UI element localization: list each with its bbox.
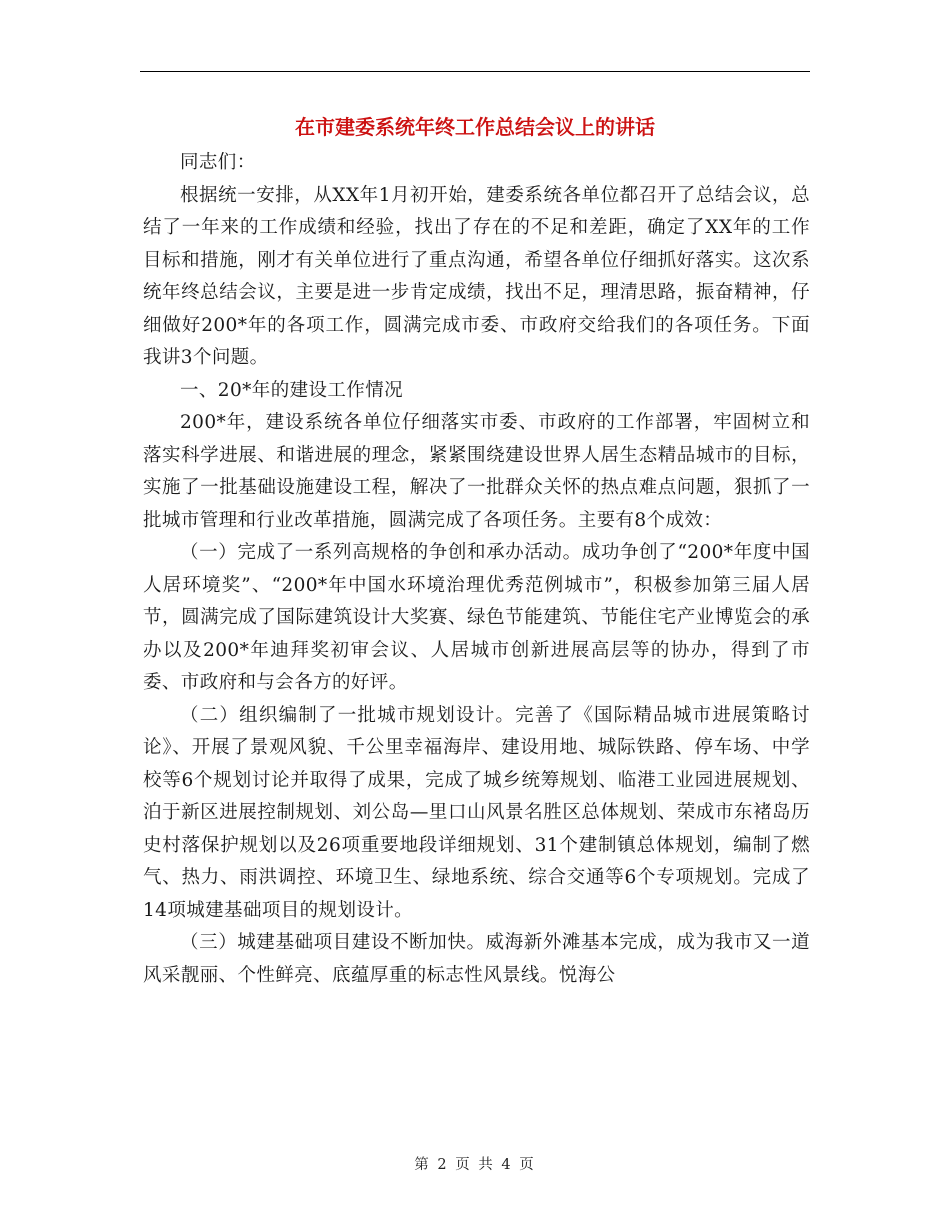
paragraph-item-2: （二）组织编制了一批城市规划设计。完善了《国际精品城市进展策略讨论》、开展了景观风貌、千公里幸福海岸、建设用地、城际铁路、停车场、中学校等6个规划讨论并取得了成果，完成了城乡统筹规划、临港工业园进展规划、泊于新区进展控制规划、刘公岛—里口山风景名胜区总体规划、荣成市东褚岛历史村落保护规划以及26项重要地段详细规划、31个建制镇总体规划，编制了燃气、热力、雨洪调控、环境卫生、绿地系统、综合交通等6个专项规划。完成了14项城建基础项目的规划设计。 xyxy=(143,704,810,921)
salutation: 同志们： xyxy=(180,152,256,173)
page-number: 第 2 页 共 4 页 xyxy=(414,1157,536,1173)
paragraph-overview: 200*年，建设系统各单位仔细落实市委、市政府的工作部署，牢固树立和落实科学进展、和谐进展的理念，紧紧围绕建设世界人居生态精品城市的目标，实施了一批基础设施建设工程，解决了一批群众关怀的热点难点问题，狠抓了一批城市管理和行业改革措施，圆满完成了各项任务。主要有8个成效： xyxy=(143,412,810,531)
paragraph-item-3: （三）城建基础项目建设不断加快。威海新外滩基本完成，成为我市又一道风采靓丽、个性鲜亮、底蕴厚重的标志性风景线。悦海公 xyxy=(143,932,810,986)
paragraph-intro: 根据统一安排，从XX年1月初开始，建委系统各单位都召开了总结会议，总结了一年来的工作成绩和经验，找出了存在的不足和差距，确定了XX年的工作目标和措施，刚才有关单位进行了重点沟通，希望各单位仔细抓好落实。这次系统年终总结会议，主要是进一步肯定成绩，找出不足，理清思路，振奋精神，仔细做好200*年的各项工作，圆满完成市委、市政府交给我们的各项任务。下面我讲3个问题。 xyxy=(143,184,810,368)
document-title: 在市建委系统年终工作总结会议上的讲话 xyxy=(295,115,655,139)
section-heading-1: 一、20*年的建设工作情况 xyxy=(180,379,403,401)
header-rule xyxy=(140,71,810,72)
paragraph-item-1: （一）完成了一系列高规格的争创和承办活动。成功争创了“200*年度中国人居环境奖”、“200*年中国水环境治理优秀范例城市”，积极参加第三届人居节，圆满完成了国际建筑设计大奖赛、绿色节能建筑、节能住宅产业博览会的承办以及200*年迪拜奖初审会议、人居城市创新进展高层等的协办，得到了市委、市政府和与会各方的好评。 xyxy=(143,542,810,693)
document-body xyxy=(143,147,810,992)
